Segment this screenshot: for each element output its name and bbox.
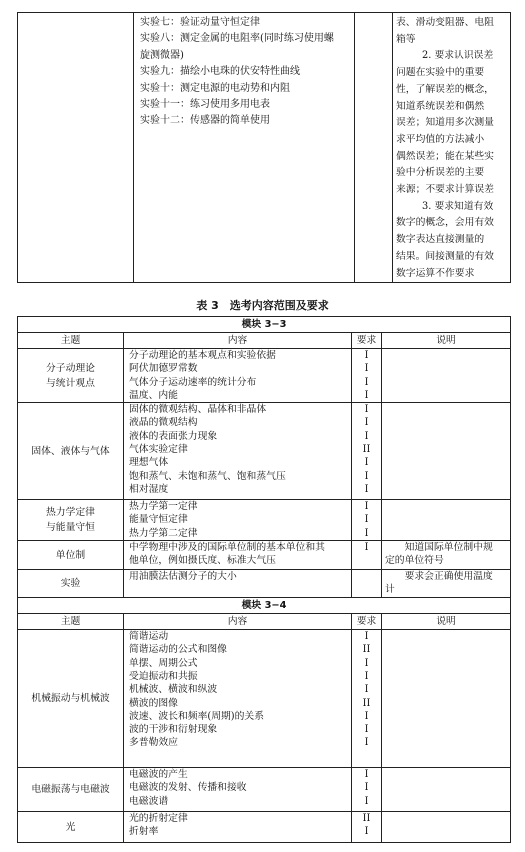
- content-line: 电磁波的产生: [129, 769, 188, 781]
- content-line: 饱和蒸气、未饱和蒸气、饱和蒸气压: [129, 470, 286, 482]
- table-row: [18, 403, 511, 500]
- topic-line: 光: [65, 821, 76, 833]
- note-line: 误差；知道用多次测量: [396, 117, 494, 129]
- note-line: 表、滑动变阻器、电阻: [396, 17, 494, 28]
- content-line: 用油膜法估测分子的大小: [129, 571, 237, 583]
- topic-cell: [18, 500, 124, 541]
- experiment-line: 实验十：测定电源的电动势和内阻: [140, 82, 290, 94]
- content-line: 折射率: [129, 826, 159, 838]
- note-cell: [382, 403, 511, 500]
- notes-cell: [393, 13, 511, 283]
- table-row: [18, 570, 511, 598]
- content-line: 液晶的微观结构: [129, 417, 198, 429]
- content-line: 阿伏加德罗常数: [129, 363, 198, 375]
- content-line: 他单位，例如摄氏度、标准大气压: [129, 555, 276, 567]
- note-line: 数字表达直接测量的: [396, 234, 485, 246]
- header-topic: 主题: [18, 333, 124, 349]
- content-line: 波速、波长和频率(周期)的关系: [129, 710, 265, 722]
- content-cell: [124, 768, 352, 812]
- note-line: 结果。间接测量的有效: [396, 250, 494, 262]
- note-cell: [382, 812, 511, 843]
- requirement-level: I: [364, 501, 369, 513]
- content-line: 机械波、横波和纵波: [129, 684, 218, 696]
- experiment-line: 实验十二：传感器的简单使用: [140, 115, 270, 127]
- note-line: 求平均值的方法减小: [396, 133, 485, 145]
- note-cell: [382, 630, 511, 768]
- requirement-level: II: [362, 813, 371, 825]
- content-line: 横波的图像: [129, 697, 178, 709]
- content-line: 波的干涉和衍射现象: [129, 724, 218, 736]
- requirement-level: I: [364, 657, 369, 669]
- requirement-level: I: [364, 363, 369, 375]
- topic-line: 热力学定律: [46, 507, 95, 519]
- requirement-level: I: [364, 470, 369, 482]
- content-cell: [124, 812, 352, 843]
- topic-line: 单位制: [55, 549, 86, 561]
- requirement-level: I: [364, 430, 369, 442]
- content-cell: [124, 570, 352, 598]
- topic-cell: [18, 403, 124, 500]
- header-content: 内容: [124, 614, 352, 630]
- content-line: 多普勒效应: [129, 737, 178, 749]
- requirement-level: I: [364, 389, 369, 401]
- topic-line: 与统计观点: [46, 377, 95, 389]
- topic-cell: [18, 812, 124, 843]
- content-line: 气体分子运动速率的统计分布: [129, 376, 257, 388]
- experiment-line: 实验八：测定金属的电阻率(同时练习使用螺: [140, 33, 334, 45]
- note-cell: [382, 768, 511, 812]
- requirement-cell: [352, 812, 382, 843]
- content-line: 电磁波的发射、传播和接收: [129, 782, 247, 794]
- content-line: 简谐运动: [129, 631, 169, 643]
- note-line: 验中分析误差的主要: [396, 167, 485, 179]
- experiments-table: [17, 12, 511, 283]
- content-cell: [124, 403, 352, 500]
- content-cell: [124, 541, 352, 570]
- content-line: 分子动理论的基本观点和实验依据: [129, 350, 276, 361]
- requirement-level: II: [362, 697, 371, 709]
- note-cell: [382, 349, 511, 403]
- topic-line: 与能量守恒: [46, 522, 95, 534]
- table-row: [18, 500, 511, 541]
- requirement-level: I: [364, 404, 369, 416]
- content-line: 热力学第二定律: [129, 527, 198, 539]
- header-note: 说明: [382, 333, 511, 349]
- header-topic: 主题: [18, 614, 124, 630]
- requirement-level: I: [364, 527, 369, 539]
- requirement-level: I: [364, 483, 369, 495]
- elective-table-body: [18, 317, 511, 843]
- header-row: [18, 614, 511, 630]
- content-line: 光的折射定律: [129, 813, 188, 825]
- header-row: [18, 333, 511, 349]
- content-line: 理想气体: [129, 457, 169, 469]
- requirement-level: I: [364, 724, 369, 736]
- module-title: 模块 3−3: [18, 317, 511, 333]
- requirement-level: I: [364, 670, 369, 682]
- content-line: 液体的表面张力现象: [129, 430, 218, 442]
- requirement-level: II: [362, 644, 371, 656]
- requirement-cell: [352, 541, 382, 570]
- requirement-cell: [352, 500, 382, 541]
- experiment-line: 实验十一：练习使用多用电表: [140, 99, 270, 111]
- content-line: 电磁波谱: [129, 795, 169, 807]
- note-line: 2. 要求认识误差: [422, 50, 494, 62]
- module-row: [18, 317, 511, 333]
- content-line: 单摆、周期公式: [129, 657, 198, 669]
- topic-line: 实验: [60, 578, 81, 590]
- note-line: 性，了解误差的概念，: [396, 83, 494, 95]
- topic-cell: [18, 541, 124, 570]
- requirement-level: I: [364, 684, 369, 696]
- requirement-level: I: [364, 417, 369, 429]
- requirement-cell: [352, 349, 382, 403]
- module-title: 模块 3−4: [18, 598, 511, 614]
- requirement-cell: [352, 570, 382, 598]
- topic-line: 固体、液体与气体: [31, 445, 110, 457]
- elective-table: [17, 316, 511, 843]
- table-row: [18, 541, 511, 570]
- content-line: 相对湿度: [129, 483, 169, 495]
- requirement-level: I: [364, 514, 369, 526]
- note-line: 知道系统误差和偶然: [396, 100, 485, 112]
- topic-line: 电磁振荡与电磁波: [31, 784, 110, 796]
- requirement-cell: [352, 403, 382, 500]
- topic-cell: [18, 570, 124, 598]
- requirement-level: I: [364, 376, 369, 388]
- table-row: [18, 630, 511, 768]
- note-line: 计: [385, 584, 395, 596]
- note-line: 3. 要求知道有效: [422, 200, 494, 212]
- note-line: 数字运算不作要求: [396, 267, 475, 279]
- content-line: 能量守恒定律: [129, 514, 188, 526]
- note-line: 偶然误差；能在某些实: [396, 150, 494, 162]
- requirement-level: I: [364, 631, 369, 643]
- note-line: 来源；不要求计算误差: [396, 184, 494, 196]
- topic-cell: [18, 13, 134, 283]
- content-line: 气体实验定律: [129, 444, 188, 456]
- module-row: [18, 598, 511, 614]
- content-cell: [124, 630, 352, 768]
- requirement-level: I: [364, 826, 369, 838]
- note-line: 数字的概念，会用有效: [396, 217, 494, 229]
- requirement-level: I: [364, 795, 369, 807]
- header-note: 说明: [382, 614, 511, 630]
- requirement-level: I: [364, 350, 369, 361]
- note-line: 定的单位符号: [385, 555, 444, 567]
- table-caption: 表 3 选考内容范围及要求: [196, 299, 329, 312]
- table-row: [18, 349, 511, 403]
- content-line: 受迫振动和共振: [129, 670, 198, 682]
- content-line: 固体的微观结构、晶体和非晶体: [129, 404, 267, 416]
- requirement-cell: [355, 13, 393, 283]
- experiment-line: 实验九：描绘小电珠的伏安特性曲线: [140, 66, 300, 78]
- requirement-level: I: [364, 542, 369, 554]
- topic-cell: [18, 349, 124, 403]
- content-cell: [124, 349, 352, 403]
- content-cell: [124, 500, 352, 541]
- content-line: 热力学第一定律: [129, 501, 198, 513]
- note-line: 问题在实验中的重要: [396, 67, 485, 79]
- requirement-level: I: [364, 737, 369, 749]
- content-line: 中学物理中涉及的国际单位制的基本单位和其: [129, 542, 325, 554]
- note-cell: [382, 570, 511, 598]
- topic-cell: [18, 630, 124, 768]
- experiment-line: 实验七：验证动量守恒定律: [140, 17, 260, 28]
- table-row: [18, 812, 511, 843]
- requirement-level: II: [362, 444, 371, 456]
- header-requirement: 要求: [352, 333, 382, 349]
- topic-line: 机械振动与机械波: [31, 693, 110, 705]
- table-row: [18, 768, 511, 812]
- note-line: 知道国际单位制中规: [385, 542, 493, 554]
- note-line: 箱等: [396, 33, 416, 45]
- note-line: 要求会正确使用温度: [385, 571, 493, 583]
- requirement-cell: [352, 630, 382, 768]
- requirement-level: I: [364, 769, 369, 781]
- header-requirement: 要求: [352, 614, 382, 630]
- content-line: 温度、内能: [129, 389, 178, 401]
- note-cell: [382, 541, 511, 570]
- requirement-cell: [352, 768, 382, 812]
- requirement-level: I: [364, 457, 369, 469]
- requirement-level: I: [364, 782, 369, 794]
- topic-cell: [18, 768, 124, 812]
- note-cell: [382, 500, 511, 541]
- header-content: 内容: [124, 333, 352, 349]
- experiment-line: 旋测微器): [140, 49, 184, 61]
- requirement-level: I: [364, 710, 369, 722]
- topic-line: 分子动理论: [46, 362, 95, 374]
- content-line: 简谐运动的公式和图像: [129, 644, 227, 656]
- experiments-cell: [134, 13, 355, 283]
